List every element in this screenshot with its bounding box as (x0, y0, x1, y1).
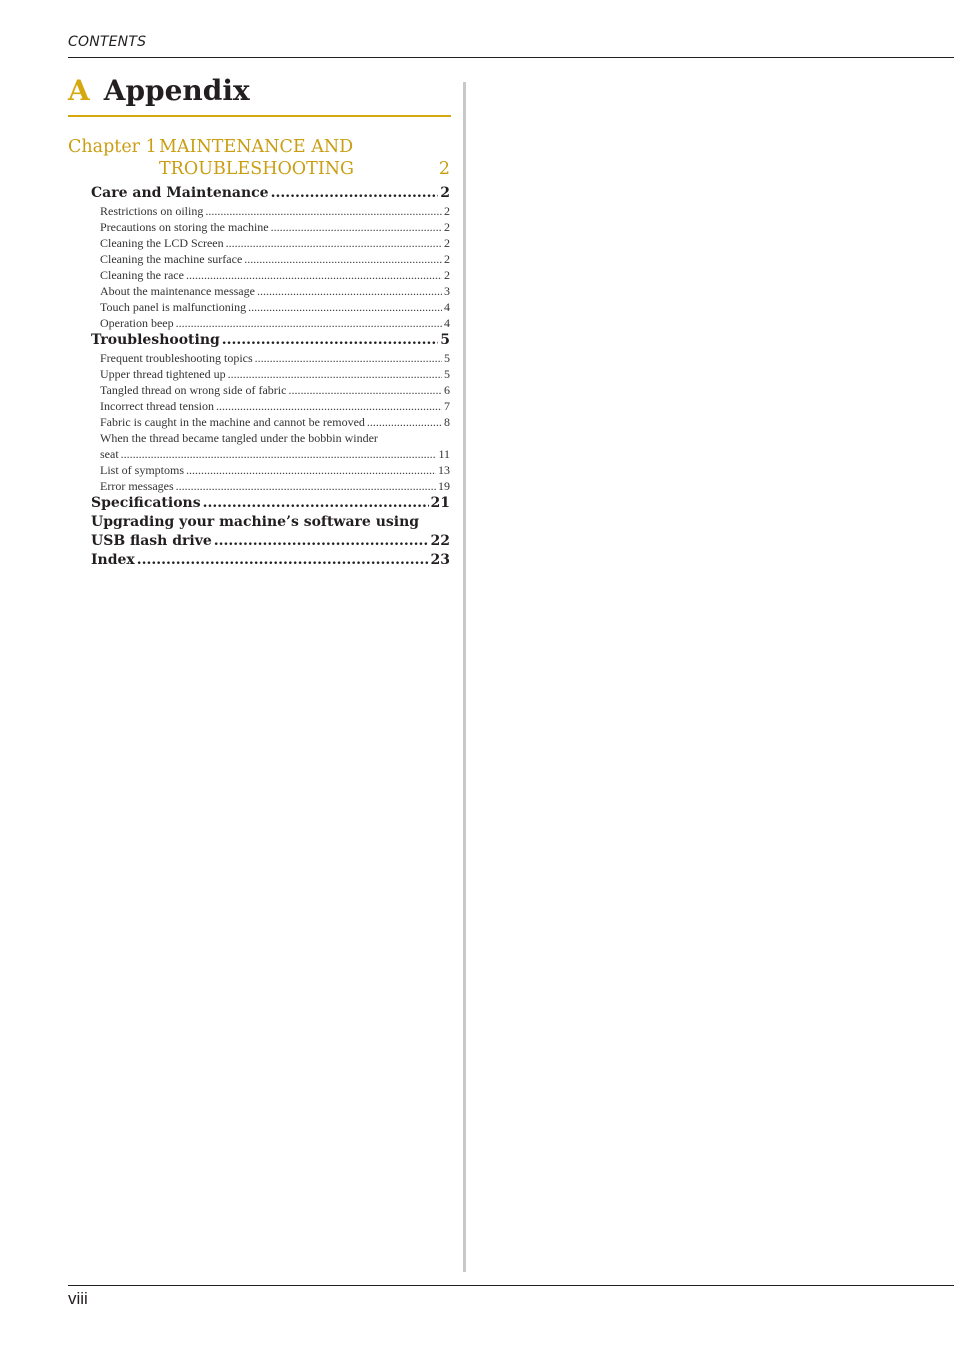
toc-subentry-label: Fabric is caught in the machine and cannot be removed (100, 415, 365, 429)
toc-subentry-list-of-symptoms[interactable] (100, 462, 450, 478)
dot-leader (205, 203, 442, 219)
toc-subentry-label: Tangled thread on wrong side of fabric (100, 383, 287, 397)
appendix-letter: A (68, 74, 90, 107)
dot-leader (288, 382, 442, 398)
dot-leader (176, 315, 442, 331)
header-divider (68, 57, 954, 58)
toc-subentry-page: 5 (444, 367, 450, 381)
section-header-label: CONTENTS (68, 34, 147, 50)
toc-subentry-page: 6 (444, 383, 450, 397)
dot-leader (186, 267, 442, 283)
chapter-page-number: 2 (438, 159, 450, 179)
toc-subentry-page: 4 (444, 316, 450, 330)
toc-subentry-page: 2 (444, 220, 450, 234)
dot-leader (121, 446, 437, 462)
toc-entry-label: Specifications (91, 495, 201, 511)
toc-entry-page: 2 (440, 185, 450, 201)
toc-subentry-page: 19 (438, 479, 450, 493)
toc-subentry-page: 2 (444, 268, 450, 282)
toc-subentry-page: 2 (444, 204, 450, 218)
toc-subentry-bobbin-winder-line2[interactable] (100, 446, 450, 462)
toc-subentry-label: Incorrect thread tension (100, 399, 214, 413)
toc-subentry-touch-panel[interactable] (100, 299, 450, 315)
toc-subentry-fabric-caught[interactable] (100, 414, 450, 430)
toc-subentry-page: 4 (444, 300, 450, 314)
toc-subentry-label: Restrictions on oiling (100, 204, 204, 218)
toc-subentry-label: Precautions on storing the machine (100, 220, 269, 234)
toc-entry-page: 5 (440, 332, 450, 348)
toc-subentry-precautions-storing[interactable] (100, 219, 450, 235)
toc-subentry-page: 3 (444, 284, 450, 298)
toc-subentry-label: Frequent troubleshooting topics (100, 351, 253, 365)
toc-subentry-cleaning-lcd[interactable] (100, 235, 450, 251)
toc-subentry-label: About the maintenance message (100, 284, 255, 298)
toc-subentry-frequent-topics[interactable] (100, 350, 450, 366)
title-underline (68, 115, 451, 117)
dot-leader (186, 462, 436, 478)
dot-leader (271, 219, 442, 235)
dot-leader (248, 299, 442, 315)
toc-subentry-error-messages[interactable] (100, 478, 450, 494)
toc-subentry-label: Touch panel is malfunctioning (100, 300, 247, 314)
column-divider (463, 82, 466, 1272)
toc-subentry-page: 8 (444, 415, 450, 429)
toc-subentry-upper-thread[interactable] (100, 366, 450, 382)
appendix-title-text: Appendix (103, 74, 250, 107)
toc-entry-page: 21 (430, 495, 450, 511)
toc-entry-label: Care and Maintenance (91, 185, 269, 201)
dot-leader (176, 478, 436, 494)
dot-leader (222, 331, 438, 350)
toc-subentry-label: Operation beep (100, 316, 174, 330)
toc-subentry-label: Cleaning the race (100, 268, 184, 282)
toc-subentry-page: 2 (444, 236, 450, 250)
toc-subentry-label: List of symptoms (100, 463, 185, 477)
table-of-contents (68, 184, 450, 570)
dot-leader (216, 398, 442, 414)
chapter-title-line2: TROUBLESHOOTING (159, 159, 355, 179)
toc-subentry-maintenance-message[interactable] (100, 283, 450, 299)
dot-leader (244, 251, 442, 267)
dot-leader (271, 184, 439, 203)
toc-subentry-page: 13 (438, 463, 450, 477)
toc-subentry-label: Upper thread tightened up (100, 367, 226, 381)
toc-subentry-label: Cleaning the LCD Screen (100, 236, 224, 250)
toc-subentry-page: 7 (444, 399, 450, 413)
dot-leader (214, 532, 429, 551)
toc-subentry-page: 5 (444, 351, 450, 365)
chapter-number: Chapter 1 (68, 137, 157, 157)
toc-subentry-restrictions-on-oiling[interactable] (100, 203, 450, 219)
chapter-title-line1: MAINTENANCE AND (159, 137, 354, 157)
toc-subentry-cleaning-race[interactable] (100, 267, 450, 283)
toc-subentry-thread-tension[interactable] (100, 398, 450, 414)
dot-leader (367, 414, 442, 430)
dot-leader (257, 283, 442, 299)
toc-entry-upgrading-line2[interactable] (91, 532, 450, 551)
toc-entry-specifications[interactable] (91, 494, 450, 513)
toc-entry-page: 23 (430, 552, 450, 568)
toc-subentry-cleaning-surface[interactable] (100, 251, 450, 267)
toc-subentry-page: 11 (438, 447, 450, 461)
dot-leader (228, 366, 442, 382)
toc-subentry-label: seat (100, 447, 119, 461)
toc-subentry-tangled-thread[interactable] (100, 382, 450, 398)
footer-divider (68, 1285, 954, 1286)
toc-entry-index[interactable] (91, 551, 450, 570)
toc-subentry-operation-beep[interactable] (100, 315, 450, 331)
toc-entry-label: USB flash drive (91, 533, 212, 549)
toc-entry-label: Index (91, 552, 135, 568)
page-number: viii (68, 1289, 88, 1308)
toc-subentry-label: Error messages (100, 479, 174, 493)
toc-subentry-bobbin-winder-line1[interactable]: When the thread became tangled under the bobbin winder (100, 431, 378, 445)
toc-subentry-label: Cleaning the machine surface (100, 252, 243, 266)
dot-leader (137, 551, 429, 570)
toc-entry-page: 22 (430, 533, 450, 549)
toc-subentry-page: 2 (444, 252, 450, 266)
dot-leader (255, 350, 442, 366)
toc-entry-label: Troubleshooting (91, 332, 220, 348)
toc-entry-upgrading-line1[interactable]: Upgrading your machine’s software using (91, 514, 420, 530)
toc-entry-care-and-maintenance[interactable] (91, 184, 450, 203)
dot-leader (203, 494, 429, 513)
appendix-title (68, 72, 250, 110)
dot-leader (226, 235, 442, 251)
toc-entry-troubleshooting[interactable] (91, 331, 450, 350)
